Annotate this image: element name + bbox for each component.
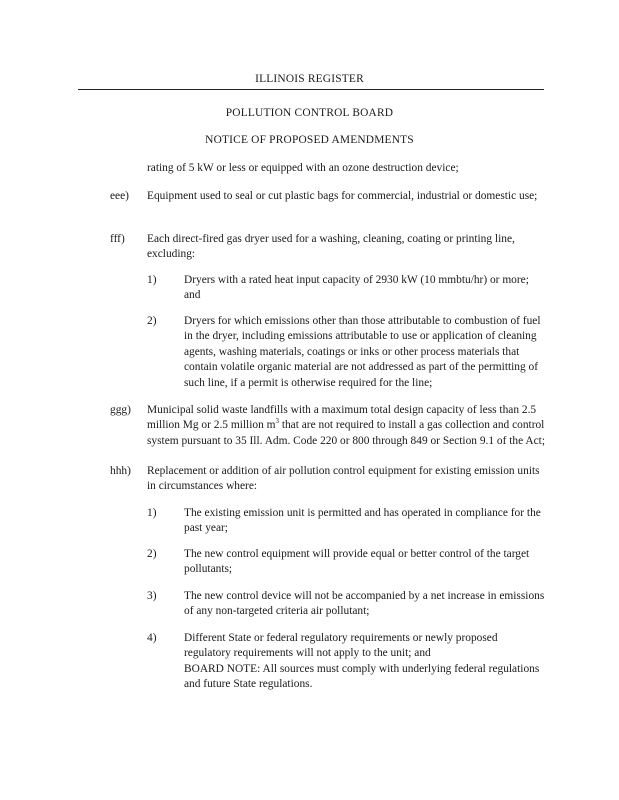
register-title: ILLINOIS REGISTER <box>255 73 364 85</box>
subitem-text-hhh-4 <box>184 631 546 693</box>
subitem-text-hhh-2: The new control equipment will provide equal or better control of the target pollutants; <box>184 548 530 576</box>
item-text-ggg-a: Municipal solid waste landfills with a maximum total design capacity of less than 2.5 million Mg or 2.5 million m <box>147 404 537 432</box>
item-label-ggg: ggg) <box>110 404 131 416</box>
item-label-fff: fff) <box>110 233 125 245</box>
subitem-text-hhh-1: The existing emission unit is permitted and has operated in compliance for the past year; <box>184 507 541 535</box>
notice-title: NOTICE OF PROPOSED AMENDMENTS <box>205 134 414 146</box>
subitem-label-fff-1: 1) <box>147 274 157 286</box>
item-text-hhh: Replacement or addition of air pollution control equipment for existing emission units in circumstances where: <box>147 465 540 493</box>
item-text-eee: Equipment used to seal or cut plastic bags for commercial, industrial or domestic use; <box>147 190 538 202</box>
subitem-text-fff-2: Dryers for which emissions other than those attributable to combustion of fuel in the dryer, including emissions attributable to use or application of cleaning agents, washing materials, coatings or inks or other process materials that contain volatile organic material are not addressed as part of the permitting of such line, if a permit is otherwise required for the line; <box>184 315 541 389</box>
subitem-text-hhh-4-body: Different State or federal regulatory requirements or newly proposed regulatory requirements will not apply to the unit; and <box>184 632 498 660</box>
item-text-ggg-b: that are not required to install a gas collection and control system pursuant to 35 Ill. Adm. Code 220 or 800 through 849 or Section 9.1 of the Act; <box>147 419 546 447</box>
superscript-3: 3 <box>275 417 279 426</box>
item-text-ggg <box>147 403 547 449</box>
subitem-label-hhh-4: 4) <box>147 632 157 644</box>
item-label-hhh: hhh) <box>110 465 131 477</box>
board-title: POLLUTION CONTROL BOARD <box>225 107 394 119</box>
subitem-text-fff-1: Dryers with a rated heat input capacity of 2930 kW (10 mmbtu/hr) or more; and <box>184 274 529 302</box>
subitem-text-hhh-3: The new control device will not be accompanied by a net increase in emissions of any non-targeted criteria air pollutant; <box>184 590 545 618</box>
subitem-label-hhh-1: 1) <box>147 507 157 519</box>
subitem-label-fff-2: 2) <box>147 315 157 327</box>
board-note: BOARD NOTE: All sources must comply with underlying federal regulations and future State regulations. <box>184 662 540 691</box>
continuation-text: rating of 5 kW or less or equipped with an ozone destruction device; <box>147 162 459 174</box>
subitem-label-hhh-3: 3) <box>147 590 157 602</box>
subitem-label-hhh-2: 2) <box>147 548 157 560</box>
item-text-fff: Each direct-fired gas dryer used for a washing, cleaning, coating or printing line, excluding: <box>147 233 515 261</box>
header-rule <box>78 89 544 90</box>
item-label-eee: eee) <box>110 190 129 202</box>
